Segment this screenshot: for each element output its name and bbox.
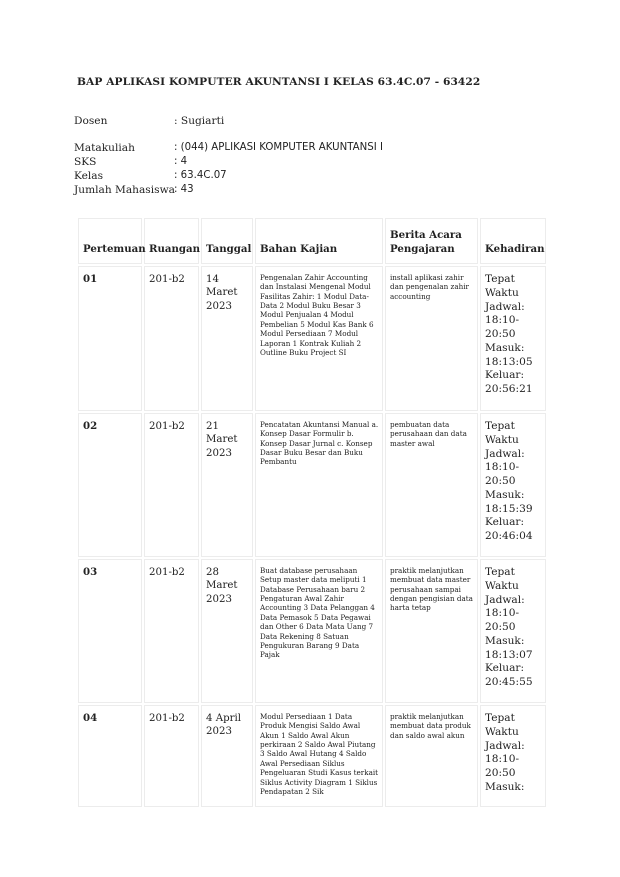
matakuliah-label: Matakuliah bbox=[74, 142, 135, 154]
cell-berita-acara: praktik melanjutkan membuat data master perusahaan sampai dengan pengisian data harta tetap bbox=[385, 559, 478, 703]
matakuliah-value: : (044) APLIKASI KOMPUTER AKUNTANSI I bbox=[174, 142, 383, 153]
cell-bahan-kajian: Buat database perusahaan Setup master data meliputi 1 Database Perusahaan baru 2 Pengaturan Awal Zahir Accounting 3 Data Pelanggan 4 Data Pemasok 5 Data Pegawai dan Other 6 Data Mata Uang 7 Data Rekening 8 Satuan Pengukuran Barang 9 Data Pajak bbox=[255, 559, 383, 703]
table-header-row bbox=[78, 218, 546, 264]
cell-ruangan: 201-b2 bbox=[144, 266, 199, 411]
page-title: BAP APLIKASI KOMPUTER AKUNTANSI I KELAS 63.4C.07 - 63422 bbox=[77, 76, 481, 88]
kelas-value: : 63.4C.07 bbox=[174, 170, 227, 181]
jumlah-mahasiswa-value: : 43 bbox=[174, 184, 194, 195]
dosen-label: Dosen bbox=[74, 115, 108, 127]
cell-kehadiran: Tepat Waktu Jadwal: 18:10-20:50 Masuk: 18:13:05 Keluar: 20:56:21 bbox=[480, 266, 546, 411]
cell-kehadiran: Tepat Waktu Jadwal: 18:10-20:50 Masuk: bbox=[480, 705, 546, 807]
table-row bbox=[78, 705, 546, 807]
cell-tanggal: 28 Maret 2023 bbox=[201, 559, 253, 703]
header-kehadiran: Kehadiran bbox=[480, 218, 546, 264]
cell-ruangan: 201-b2 bbox=[144, 705, 199, 807]
cell-tanggal: 14 Maret 2023 bbox=[201, 266, 253, 411]
cell-berita-acara: praktik melanjutkan membuat data produk dan saldo awal akun bbox=[385, 705, 478, 807]
cell-bahan-kajian: Pencatatan Akuntansi Manual a. Konsep Dasar Formulir b. Konsep Dasar Jurnal c. Konsep Dasar Buku Besar dan Buku Pembantu bbox=[255, 413, 383, 557]
cell-ruangan: 201-b2 bbox=[144, 413, 199, 557]
header-ruangan: Ruangan bbox=[144, 218, 199, 264]
cell-pertemuan: 02 bbox=[78, 413, 142, 557]
header-berita-acara: Berita Acara Pengajaran bbox=[385, 218, 478, 264]
jumlah-mahasiswa-label: Jumlah Mahasiswa bbox=[74, 184, 175, 196]
header-tanggal: Tanggal bbox=[201, 218, 253, 264]
cell-tanggal: 21 Maret 2023 bbox=[201, 413, 253, 557]
table-row bbox=[78, 413, 546, 557]
cell-pertemuan: 01 bbox=[78, 266, 142, 411]
cell-pertemuan: 03 bbox=[78, 559, 142, 703]
cell-kehadiran: Tepat Waktu Jadwal: 18:10-20:50 Masuk: 18:13:07 Keluar: 20:45:55 bbox=[480, 559, 546, 703]
table-row bbox=[78, 266, 546, 411]
cell-pertemuan: 04 bbox=[78, 705, 142, 807]
sks-value: : 4 bbox=[174, 156, 188, 167]
header-pertemuan: Pertemuan bbox=[78, 218, 142, 264]
cell-berita-acara: install aplikasi zahir dan pengenalan zahir accounting bbox=[385, 266, 478, 411]
cell-bahan-kajian: Pengenalan Zahir Accounting dan Instalasi Mengenal Modul Fasilitas Zahir: 1 Modul Data-Data 2 Modul Buku Besar 3 Modul Penjualan 4 Modul Pembelian 5 Modul Kas Bank 6 Modul Persediaan 7 Modul Laporan 1 Kontrak Kuliah 2 Outline Buku Project SI bbox=[255, 266, 383, 411]
cell-kehadiran: Tepat Waktu Jadwal: 18:10-20:50 Masuk: 18:15:39 Keluar: 20:46:04 bbox=[480, 413, 546, 557]
table-row bbox=[78, 559, 546, 703]
kelas-label: Kelas bbox=[74, 170, 104, 182]
cell-tanggal: 4 April 2023 bbox=[201, 705, 253, 807]
header-bahan-kajian: Bahan Kajian bbox=[255, 218, 383, 264]
bap-table bbox=[76, 216, 548, 809]
sks-label: SKS bbox=[74, 156, 97, 168]
dosen-value: : Sugiarti bbox=[174, 115, 225, 127]
cell-ruangan: 201-b2 bbox=[144, 559, 199, 703]
cell-bahan-kajian: Modul Persediaan 1 Data Produk Mengisi Saldo Awal Akun 1 Saldo Awal Akun perkiraan 2 Saldo Awal Piutang 3 Saldo Awal Hutang 4 Saldo Awal Persediaan Siklus Pengeluaran Studi Kasus terkait Siklus Activity Diagram 1 Siklus Pendapatan 2 Sik bbox=[255, 705, 383, 807]
cell-berita-acara: pembuatan data perusahaan dan data master awal bbox=[385, 413, 478, 557]
